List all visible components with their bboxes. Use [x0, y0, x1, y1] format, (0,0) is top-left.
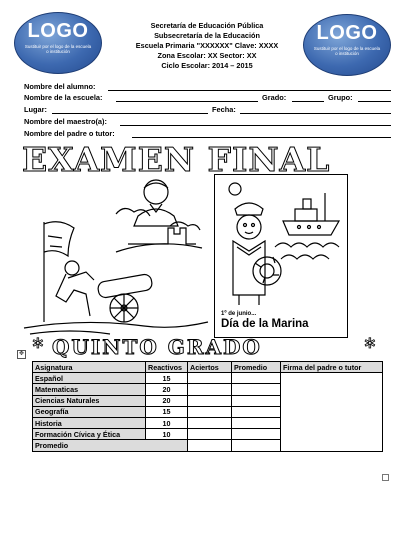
label-escuela: Nombre de la escuela: [24, 93, 103, 102]
header-asignatura: Asignatura [33, 362, 146, 373]
aciertos-cell[interactable] [188, 395, 232, 406]
label-padre: Nombre del padre o tutor: [24, 129, 115, 138]
table-header-row [33, 362, 383, 373]
reactivos-cell[interactable]: 15 [146, 406, 188, 417]
logo-left-subtitle: Sustituir por el logo de la escuela o institución [24, 44, 92, 54]
table-move-handle-icon[interactable]: ✥ [18, 351, 25, 357]
logo-left [14, 12, 102, 74]
label-grado: Grado: [262, 93, 287, 102]
aciertos-cell[interactable] [188, 384, 232, 395]
subject-cell: Historia [33, 417, 146, 428]
line-escuela [116, 101, 258, 102]
firma-cell[interactable] [281, 373, 383, 451]
exam-title: EXAMEN FINAL [22, 140, 331, 179]
illustration-right [214, 174, 348, 338]
line-alumno [108, 90, 391, 91]
subject-cell: Formación Cívica y Ética [33, 429, 146, 440]
aciertos-cell[interactable] [188, 417, 232, 428]
promedio-cell[interactable] [232, 417, 281, 428]
reactivos-cell[interactable]: 10 [146, 417, 188, 428]
promedio-cell[interactable] [232, 406, 281, 417]
logo-left-title: LOGO [27, 20, 89, 42]
reactivos-cell[interactable]: 20 [146, 384, 188, 395]
header-line-2: Subsecretaría de la Educación [154, 31, 260, 40]
line-padre [132, 137, 391, 138]
reactivos-cell[interactable]: 15 [146, 373, 188, 384]
grade-subtitle: QUINTO GRADO [52, 335, 262, 359]
grades-table [32, 361, 383, 452]
label-alumno: Nombre del alumno: [24, 82, 96, 91]
header-line-1: Secretaría de Educación Pública [150, 21, 264, 30]
illustration-caption: Día de la Marina [221, 318, 309, 330]
reactivos-cell[interactable]: 10 [146, 429, 188, 440]
header-reactivos: Reactivos [146, 362, 188, 373]
label-lugar: Lugar: [24, 105, 47, 114]
line-grupo [358, 101, 391, 102]
subject-cell: Matematicas [33, 384, 146, 395]
header-aciertos: Aciertos [188, 362, 232, 373]
aciertos-cell[interactable] [188, 429, 232, 440]
footer-promedio-cell[interactable] [232, 440, 281, 451]
table-row [33, 373, 383, 384]
line-fecha [240, 113, 391, 114]
reactivos-cell[interactable]: 20 [146, 395, 188, 406]
promedio-cell[interactable] [232, 429, 281, 440]
promedio-cell[interactable] [232, 373, 281, 384]
header-line-4: Zona Escolar: XX Sector: XX [157, 51, 257, 60]
label-maestro: Nombre del maestro(a): [24, 117, 107, 126]
footer-promedio-label: Promedio [33, 440, 188, 451]
subject-cell: Español [33, 373, 146, 384]
table-resize-handle[interactable] [382, 474, 389, 481]
logo-right-subtitle: Sustituir por el logo de la escuela o institución [313, 46, 381, 56]
line-lugar [52, 113, 208, 114]
logo-right-title: LOGO [316, 22, 378, 44]
line-grado [292, 101, 324, 102]
subject-cell: Geografía [33, 406, 146, 417]
label-fecha: Fecha: [212, 105, 236, 114]
illustration-date: 1º de junio... [221, 311, 257, 317]
aciertos-cell[interactable] [188, 373, 232, 384]
logo-right [303, 14, 391, 76]
aciertos-cell[interactable] [188, 406, 232, 417]
subject-cell: Ciencias Naturales [33, 395, 146, 406]
star-right-icon: ✲ [364, 336, 376, 352]
header-firma: Firma del padre o tutor [281, 362, 383, 373]
header-promedio: Promedio [232, 362, 281, 373]
sailor-drawing [215, 175, 347, 307]
footer-aciertos-cell[interactable] [188, 440, 232, 451]
line-maestro [120, 125, 391, 126]
promedio-cell[interactable] [232, 384, 281, 395]
label-grupo: Grupo: [328, 93, 353, 102]
illustration-left [20, 174, 212, 340]
header-line-3: Escuela Primaria "XXXXXX" Clave: XXXX [135, 41, 279, 50]
star-left-icon: ✲ [32, 336, 44, 352]
promedio-cell[interactable] [232, 395, 281, 406]
header-line-5: Ciclo Escolar: 2014 – 2015 [161, 61, 253, 70]
